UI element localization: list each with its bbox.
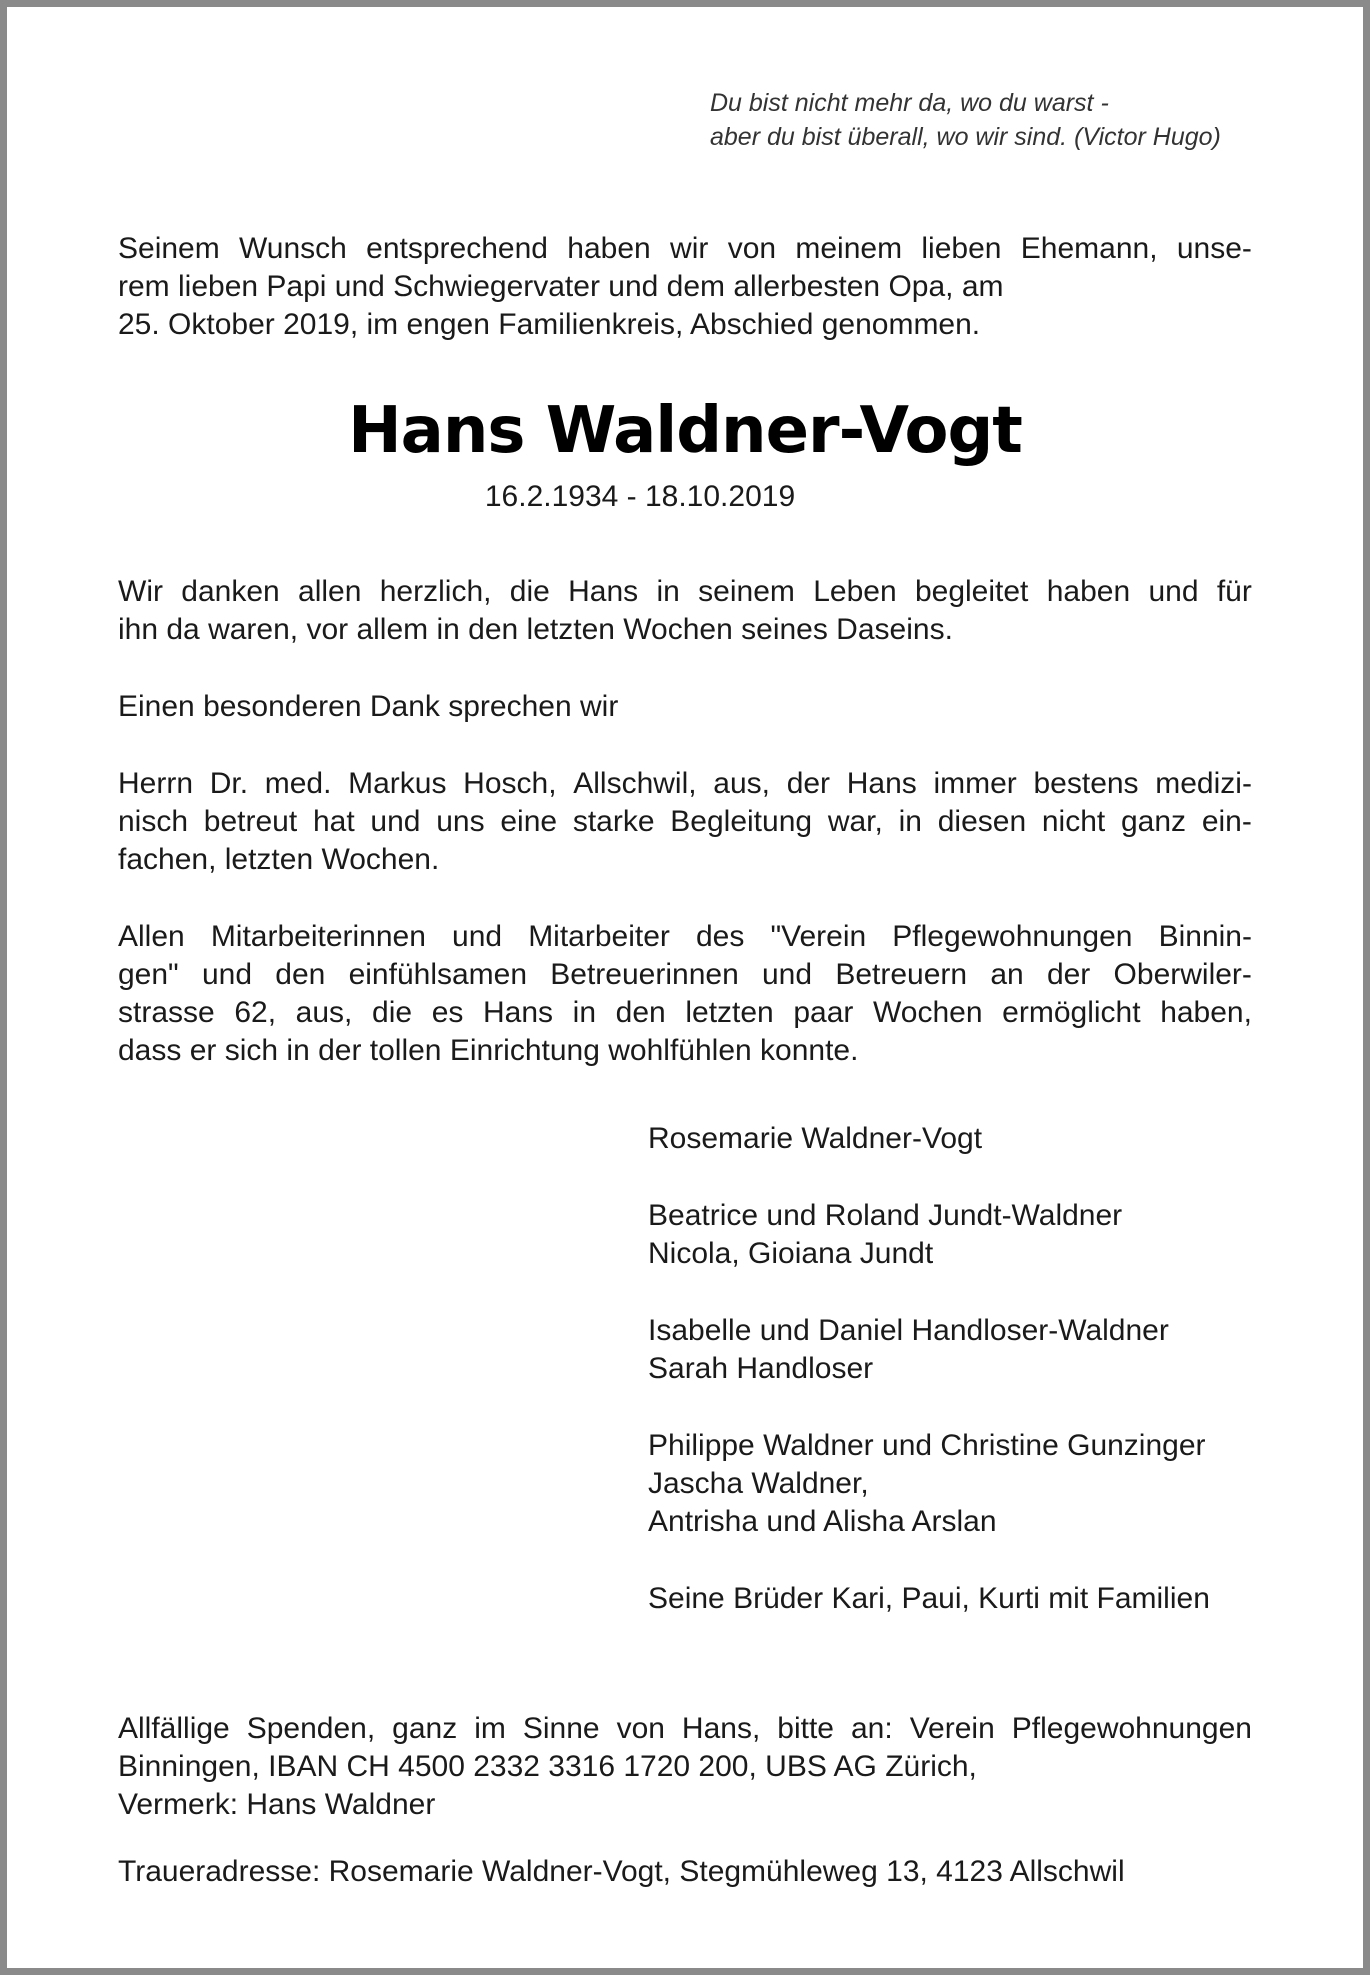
text-line: dass er sich in der tollen Einrichtung wohlfühlen konnte. <box>118 1034 859 1067</box>
justified-line <box>118 956 1252 994</box>
word: an <box>990 958 1024 991</box>
word: einfühlsamen <box>348 958 528 991</box>
word: und <box>762 958 813 991</box>
word: Ehemann, <box>1020 232 1158 265</box>
word: an: <box>850 1712 893 1745</box>
word: von <box>616 1712 665 1745</box>
word: Begleitung <box>670 805 813 838</box>
word: Wir <box>118 575 163 608</box>
word: für <box>1216 575 1252 608</box>
word: der <box>1046 958 1091 991</box>
justified-line <box>118 573 1252 611</box>
motto-quote <box>710 86 1270 154</box>
signers-block <box>648 1580 1288 1618</box>
life-dates: 16.2.1934 - 18.10.2019 <box>484 480 796 513</box>
word: Allschwil, <box>573 767 697 800</box>
word: ganz <box>392 1712 458 1745</box>
word: und <box>452 920 503 953</box>
signers-block <box>648 1197 1288 1273</box>
signer: Nicola, Gioiana Jundt <box>648 1237 934 1270</box>
quote-line: aber du bist überall, wo wir sind. (Victor Hugo) <box>710 123 1221 151</box>
donations-paragraph <box>118 1710 1252 1824</box>
word: aus, <box>295 996 353 1029</box>
word: ganz <box>1121 805 1187 838</box>
word: von <box>727 232 777 265</box>
word: Hans, <box>681 1712 761 1745</box>
word: herzlich, <box>379 575 492 608</box>
quote-line: Du bist nicht mehr da, wo du warst - <box>710 89 1109 117</box>
word: Hans <box>483 996 554 1029</box>
text-line: Binningen, IBAN CH 4500 2332 3316 1720 200, UBS AG Zürich, <box>118 1750 977 1783</box>
word: 62, <box>234 996 277 1029</box>
mourning-address <box>118 1853 1252 1891</box>
word: Mitarbeiterinnen <box>210 920 426 953</box>
deceased-name: Hans Waldner-Vogt <box>348 394 1022 468</box>
justified-line <box>118 1710 1252 1748</box>
word: Allfällige <box>118 1712 230 1745</box>
word: nisch <box>118 805 189 838</box>
word: meinem <box>795 232 903 265</box>
word: haben <box>1046 575 1131 608</box>
word: allen <box>298 575 362 608</box>
word: Dr. <box>209 767 249 800</box>
word: Hans <box>846 767 917 800</box>
word: es <box>431 996 464 1029</box>
signers-block <box>648 1427 1288 1541</box>
word: Pflegewohnungen <box>892 920 1133 953</box>
signer: Isabelle und Daniel Handloser-Waldner <box>648 1314 1169 1347</box>
word: starke <box>572 805 655 838</box>
signer: Philippe Waldner und Christine Gunzinger <box>648 1429 1206 1462</box>
word: Oberwiler- <box>1113 958 1252 991</box>
justified-line <box>118 230 1252 268</box>
word: war, <box>827 805 883 838</box>
word: Sinne <box>522 1712 600 1745</box>
word: bestens <box>1033 767 1139 800</box>
signers-block <box>648 1312 1288 1388</box>
word: Allen <box>118 920 185 953</box>
signer: Antrisha und Alisha Arslan <box>648 1505 997 1538</box>
word: unse- <box>1176 232 1252 265</box>
special-thanks-line <box>118 688 1252 726</box>
word: eine <box>500 805 558 838</box>
signer: Beatrice und Roland Jundt-Waldner <box>648 1199 1123 1232</box>
word: hat <box>312 805 355 838</box>
doctor-paragraph <box>118 765 1252 879</box>
word: und <box>1148 575 1199 608</box>
word: gen" <box>118 958 179 991</box>
word: Hosch, <box>463 767 557 800</box>
word: bitte <box>777 1712 834 1745</box>
word: immer <box>933 767 1017 800</box>
word: betreut <box>203 805 298 838</box>
word: Wunsch <box>239 232 347 265</box>
word: uns <box>436 805 485 838</box>
word: die <box>509 575 550 608</box>
text-line: Vermerk: Hans Waldner <box>118 1788 436 1821</box>
word: paar <box>793 996 854 1029</box>
thanks-paragraph <box>118 573 1252 649</box>
word: Seinem <box>118 232 220 265</box>
word: ein- <box>1201 805 1252 838</box>
word: Wochen <box>873 996 983 1029</box>
justified-line <box>118 994 1252 1032</box>
word: den <box>615 996 666 1029</box>
word: Hans <box>568 575 639 608</box>
word: "Verein <box>770 920 867 953</box>
word: aus, <box>713 767 770 800</box>
word: den <box>275 958 326 991</box>
justified-line <box>118 803 1252 841</box>
word: der <box>786 767 831 800</box>
word: Pflegewohnungen <box>1011 1712 1252 1745</box>
text-line: ihn da waren, vor allem in den letzten Wochen seines Daseins. <box>118 613 953 646</box>
word: im <box>474 1712 506 1745</box>
word: haben, <box>1160 996 1252 1029</box>
signer: Sarah Handloser <box>648 1352 874 1385</box>
word: in <box>656 575 680 608</box>
word: haben <box>567 232 651 265</box>
word: die <box>372 996 413 1029</box>
word: Verein <box>909 1712 995 1745</box>
word: medizi- <box>1155 767 1252 800</box>
signer: Rosemarie Waldner-Vogt <box>648 1122 983 1155</box>
word: Herrn <box>118 767 194 800</box>
word: ermöglicht <box>1002 996 1141 1029</box>
word: seinem <box>698 575 795 608</box>
word: und <box>201 958 253 991</box>
word: wir <box>670 232 709 265</box>
word: Leben <box>813 575 897 608</box>
text-line: Einen besonderen Dank sprechen wir <box>118 690 619 723</box>
word: Binnin- <box>1158 920 1252 953</box>
word: entsprechend <box>366 232 548 265</box>
word: lieben <box>921 232 1002 265</box>
justified-line <box>118 765 1252 803</box>
text-line: fachen, letzten Wochen. <box>118 843 440 876</box>
word: letzten <box>685 996 774 1029</box>
word: und <box>370 805 421 838</box>
text-line: 25. Oktober 2019, im engen Familienkreis, Abschied genommen. <box>118 308 981 341</box>
word: strasse <box>118 996 215 1029</box>
word: des <box>696 920 745 953</box>
signer: Seine Brüder Kari, Paui, Kurti mit Familien <box>648 1582 1210 1615</box>
word: Spenden, <box>246 1712 376 1745</box>
word: Markus <box>348 767 447 800</box>
word: in <box>898 805 922 838</box>
word: Betreuern <box>835 958 968 991</box>
signers-block <box>648 1120 1288 1158</box>
text-line: Traueradresse: Rosemarie Waldner-Vogt, Stegmühleweg 13, 4123 Allschwil <box>118 1855 1125 1888</box>
word: diesen <box>937 805 1027 838</box>
word: med. <box>264 767 332 800</box>
staff-paragraph <box>118 918 1252 1070</box>
word: danken <box>181 575 280 608</box>
justified-line <box>118 918 1252 956</box>
word: begleitet <box>914 575 1029 608</box>
word: Mitarbeiter <box>528 920 670 953</box>
intro-paragraph <box>118 230 1252 344</box>
text-line: rem lieben Papi und Schwiegervater und dem allerbesten Opa, am <box>118 270 1004 303</box>
signer: Jascha Waldner, <box>648 1467 869 1500</box>
word: in <box>572 996 597 1029</box>
word: Betreuerinnen <box>550 958 739 991</box>
word: nicht <box>1041 805 1106 838</box>
